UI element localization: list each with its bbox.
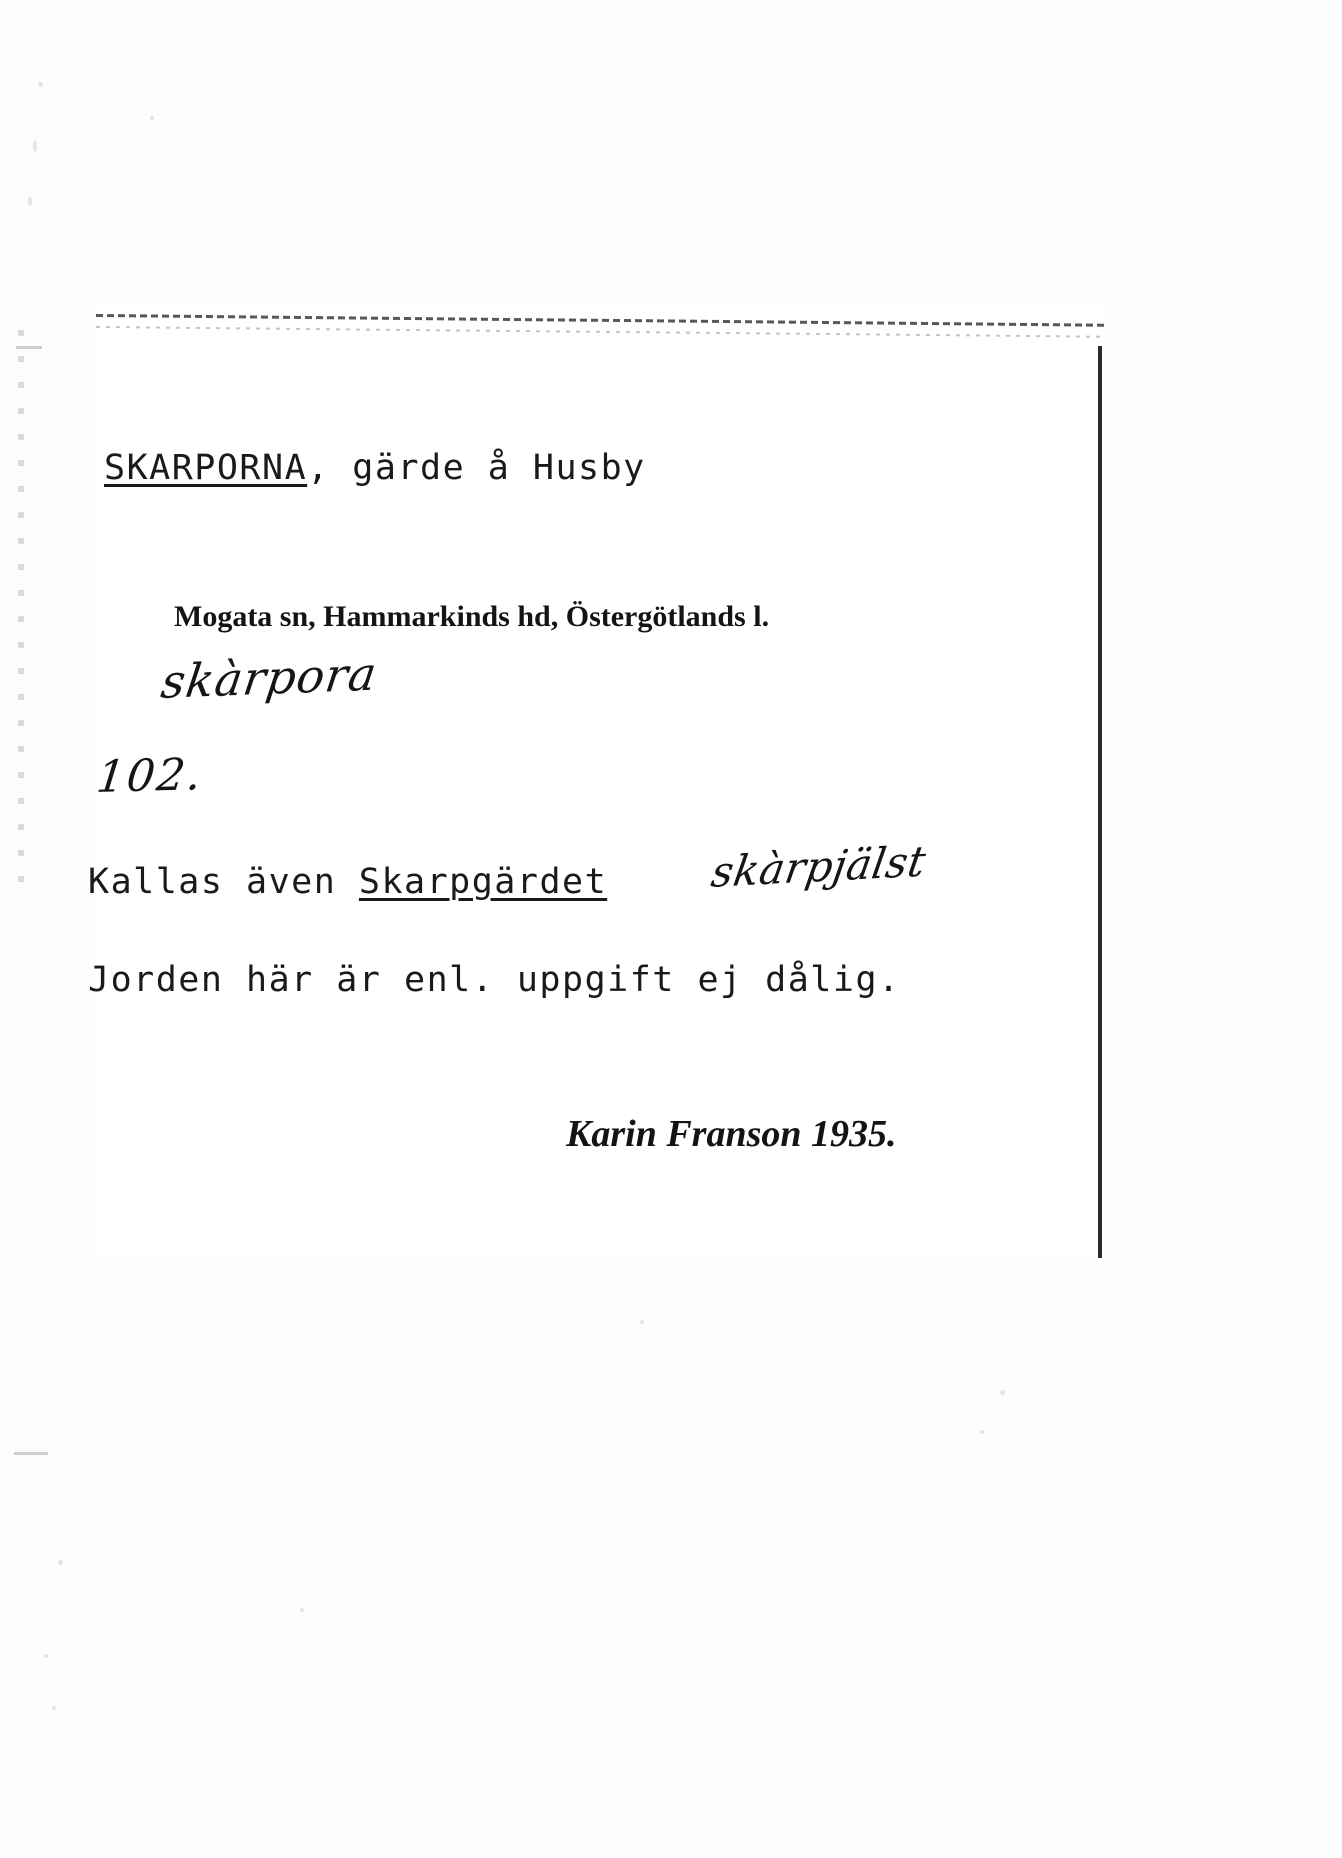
place-name-qualifier: , gärde å Husby — [307, 448, 646, 488]
dust-speck — [44, 1654, 48, 1658]
dust-speck — [640, 1320, 644, 1324]
scanner-streak-artifact — [16, 346, 42, 349]
scanner-streak-artifact — [14, 1452, 48, 1455]
handwritten-number: 102. — [94, 749, 206, 803]
dust-speck — [980, 1430, 984, 1434]
handwritten-placename: skàrpora — [158, 646, 381, 709]
alternate-name-prefix: Kallas även — [88, 862, 359, 902]
card-top-border-shadow — [96, 326, 1106, 338]
dust-speck — [33, 140, 37, 152]
scanner-edge-artifact — [18, 330, 24, 890]
handwritten-alt-placename: skàrpjälst — [708, 836, 930, 897]
alternate-name-line — [88, 862, 607, 902]
index-card — [88, 300, 1106, 1260]
dust-speck — [300, 1608, 304, 1612]
card-top-border — [96, 314, 1106, 327]
dust-speck — [58, 1560, 63, 1565]
locality-line: Mogata sn, Hammarkinds hd, Östergötlands l. — [174, 600, 770, 633]
dust-speck — [150, 116, 154, 120]
signature-line: Karin Franson 1935. — [566, 1113, 897, 1155]
place-name: SKARPORNA — [104, 448, 308, 488]
alternate-name: Skarpgärdet — [358, 862, 608, 902]
dust-speck — [52, 1706, 56, 1710]
dust-speck — [38, 82, 43, 87]
dust-speck — [28, 196, 32, 206]
card-title — [104, 448, 646, 488]
card-right-border — [1098, 346, 1102, 1258]
note-line: Jorden här är enl. uppgift ej dålig. — [88, 960, 901, 1000]
dust-speck — [1000, 1390, 1005, 1395]
